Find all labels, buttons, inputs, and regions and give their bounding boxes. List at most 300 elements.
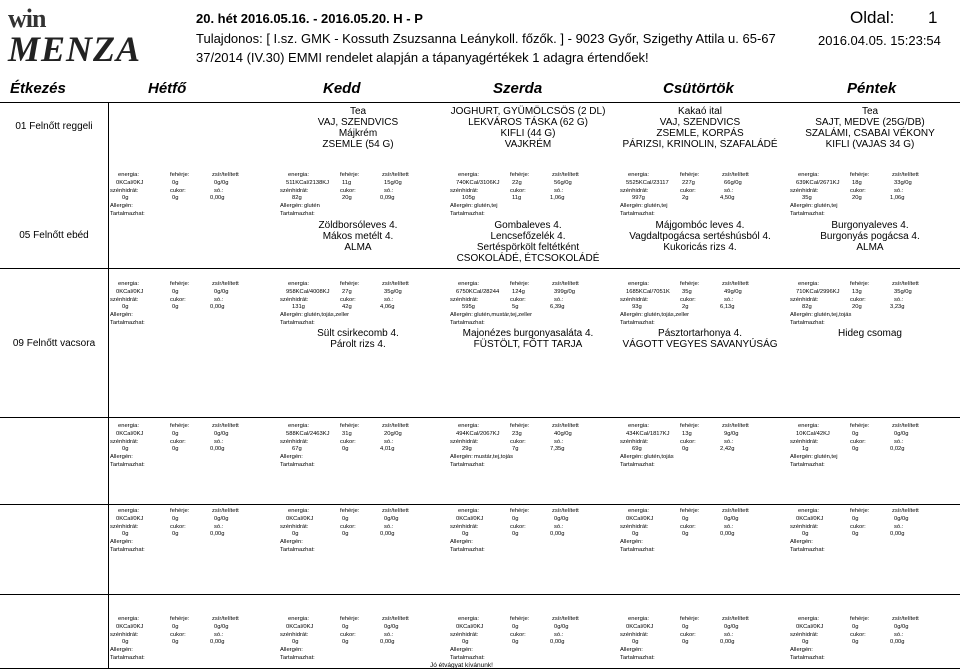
cukor-label: cukor: bbox=[340, 187, 356, 194]
dish-line: SZALÁMI, CSABAI VÉKONY bbox=[805, 128, 935, 139]
divider bbox=[0, 504, 960, 505]
allergen-label: Allergén: bbox=[450, 203, 473, 210]
cukor-label: cukor: bbox=[170, 296, 186, 303]
dish-line: Hideg csomag bbox=[838, 328, 902, 339]
feherje-label: fehérje: bbox=[680, 508, 700, 514]
zsir-value: 0g/0g bbox=[724, 623, 739, 630]
zsir-label: zsír/telített bbox=[722, 423, 749, 429]
zsir-value: 66g/0g bbox=[724, 179, 742, 186]
szenhidrat-label: szénhidrát: bbox=[110, 523, 139, 530]
so-value: 0,00g bbox=[210, 304, 225, 311]
szenhidrat-value: 82g bbox=[802, 304, 812, 311]
szenhidrat-label: szénhidrát: bbox=[790, 631, 819, 638]
tartalmazhat-label: Tartalmazhat: bbox=[450, 210, 485, 217]
tartalmazhat-label: Tartalmazhat: bbox=[450, 461, 485, 468]
zsir-label: zsír/telített bbox=[382, 508, 409, 514]
nutrition-block bbox=[790, 172, 958, 219]
so-label: só.: bbox=[554, 187, 564, 194]
cukor-value: 11g bbox=[512, 195, 522, 202]
allergen-label: Allergén: bbox=[790, 454, 813, 461]
feherje-value: 13g bbox=[852, 288, 862, 295]
feherje-label: fehérje: bbox=[340, 508, 360, 514]
szenhidrat-label: szénhidrát: bbox=[110, 438, 139, 445]
nutrition-block bbox=[450, 616, 618, 663]
dish-block bbox=[268, 328, 448, 350]
so-label: só.: bbox=[554, 631, 564, 638]
allergen-label: Allergén: bbox=[110, 312, 133, 319]
feherje-value: 0g bbox=[172, 179, 179, 186]
cukor-label: cukor: bbox=[680, 296, 696, 303]
nutrition-block bbox=[450, 508, 618, 555]
cukor-label: cukor: bbox=[680, 438, 696, 445]
zsir-label: zsír/telített bbox=[552, 281, 579, 287]
zsir-value: 56g/0g bbox=[554, 179, 572, 186]
so-value: 0,00g bbox=[890, 531, 905, 538]
szenhidrat-value: 0g bbox=[632, 639, 639, 646]
dish-line: JOGHURT, GYÜMÖLCSÖS (2 DL) bbox=[450, 106, 606, 117]
energia-value: 0KCal/0KJ bbox=[116, 623, 144, 630]
dish-line: Burgonyás pogácsa 4. bbox=[820, 231, 920, 242]
allergen-label: Allergén: bbox=[450, 539, 473, 546]
allergen-label: Allergén: bbox=[790, 647, 813, 654]
cukor-value: 20g bbox=[342, 195, 352, 202]
cukor-value: 0g bbox=[342, 446, 349, 453]
szenhidrat-value: 595g bbox=[462, 304, 475, 311]
so-label: só.: bbox=[214, 523, 224, 530]
szenhidrat-label: szénhidrát: bbox=[280, 438, 309, 445]
so-label: só.: bbox=[894, 523, 904, 530]
zsir-label: zsír/telített bbox=[212, 616, 239, 622]
feherje-value: 0g bbox=[682, 515, 689, 522]
allergen-label: Allergén: bbox=[450, 454, 473, 461]
energia-label: energia: bbox=[458, 616, 479, 622]
feherje-label: fehérje: bbox=[170, 172, 190, 178]
allergen-value: glutén,tojás,zeller bbox=[304, 312, 350, 319]
energia-label: energia: bbox=[288, 508, 309, 514]
energia-label: energia: bbox=[288, 423, 309, 429]
cukor-value: 2g bbox=[682, 304, 689, 311]
dish-line: Tea bbox=[861, 106, 879, 117]
dish-line: VAJKRÉM bbox=[504, 139, 552, 150]
so-value: 4,50g bbox=[720, 195, 735, 202]
so-value: 0,00g bbox=[550, 531, 565, 538]
allergen-label: Allergén: bbox=[620, 203, 643, 210]
cukor-value: 0g bbox=[512, 639, 519, 646]
nutrition-block bbox=[110, 172, 278, 219]
dish-block bbox=[780, 328, 960, 339]
allergen-label: Allergén: bbox=[110, 203, 133, 210]
energia-label: energia: bbox=[118, 616, 139, 622]
so-value: 6,39g bbox=[550, 304, 565, 311]
energia-value: 1685KCal/7051K bbox=[626, 288, 670, 295]
zsir-value: 0g/0g bbox=[214, 179, 229, 186]
footer-note: Jó étvágyat kívánunk! bbox=[430, 662, 493, 669]
tartalmazhat-label: Tartalmazhat: bbox=[450, 546, 485, 553]
allergen-value: glutén,tej bbox=[474, 203, 498, 210]
cukor-value: 0g bbox=[342, 639, 349, 646]
tartalmazhat-label: Tartalmazhat: bbox=[620, 654, 655, 661]
cukor-label: cukor: bbox=[680, 523, 696, 530]
column-header-day: Hétfő bbox=[148, 80, 187, 97]
energia-value: 0KCal/0KJ bbox=[286, 623, 314, 630]
energia-label: energia: bbox=[458, 281, 479, 287]
zsir-value: 40g/0g bbox=[554, 430, 572, 437]
so-value: 0,00g bbox=[210, 531, 225, 538]
owner-line: Tulajdonos: [ I.sz. GMK - Kossuth Zsuzsanna Leánykoll. főzők. ] - 9023 Győr, Szigethy Attila u. 65-67 bbox=[196, 31, 776, 46]
energia-value: 0KCal/0KJ bbox=[116, 179, 144, 186]
szenhidrat-label: szénhidrát: bbox=[620, 631, 649, 638]
energia-value: 10KCal/42KJ bbox=[796, 430, 830, 437]
nutrition-block bbox=[790, 616, 958, 663]
szenhidrat-value: 0g bbox=[462, 531, 469, 538]
cukor-value: 42g bbox=[342, 304, 352, 311]
szenhidrat-value: 67g bbox=[292, 446, 302, 453]
zsir-value: 20g/0g bbox=[384, 430, 402, 437]
zsir-value: 35g/0g bbox=[384, 288, 402, 295]
allergen-label: Allergén: bbox=[790, 203, 813, 210]
allergen-value: glutén bbox=[304, 203, 320, 210]
szenhidrat-label: szénhidrát: bbox=[450, 631, 479, 638]
row-label-breakfast: 01 Felnőtt reggeli bbox=[15, 121, 93, 132]
feherje-value: 0g bbox=[172, 430, 179, 437]
feherje-label: fehérje: bbox=[340, 423, 360, 429]
cukor-label: cukor: bbox=[510, 631, 526, 638]
allergen-value: glutén,tej bbox=[814, 454, 838, 461]
tartalmazhat-label: Tartalmazhat: bbox=[620, 461, 655, 468]
tartalmazhat-label: Tartalmazhat: bbox=[280, 654, 315, 661]
cukor-value: 0g bbox=[852, 639, 859, 646]
feherje-value: 227g bbox=[682, 179, 695, 186]
tartalmazhat-label: Tartalmazhat: bbox=[110, 654, 145, 661]
allergen-label: Allergén: bbox=[110, 539, 133, 546]
szenhidrat-label: szénhidrát: bbox=[280, 631, 309, 638]
szenhidrat-value: 69g bbox=[632, 446, 642, 453]
allergen-label: Allergén: bbox=[790, 539, 813, 546]
szenhidrat-value: 0g bbox=[122, 531, 129, 538]
feherje-label: fehérje: bbox=[510, 616, 530, 622]
szenhidrat-label: szénhidrát: bbox=[790, 296, 819, 303]
tartalmazhat-label: Tartalmazhat: bbox=[620, 319, 655, 326]
cukor-value: 7g bbox=[512, 446, 519, 453]
zsir-value: 0g/0g bbox=[214, 430, 229, 437]
allergen-label: Allergén: bbox=[620, 539, 643, 546]
szenhidrat-label: szénhidrát: bbox=[280, 296, 309, 303]
dish-line: KIFLI (VAJAS 34 G) bbox=[825, 139, 915, 150]
energia-label: energia: bbox=[458, 172, 479, 178]
zsir-value: 0g/0g bbox=[214, 623, 229, 630]
dish-line: ZSEMLE (54 G) bbox=[322, 139, 394, 150]
page-number: 1 bbox=[928, 8, 938, 27]
so-value: 0,00g bbox=[210, 639, 225, 646]
energia-label: energia: bbox=[628, 172, 649, 178]
so-label: só.: bbox=[384, 631, 394, 638]
so-value: 7,35g bbox=[550, 446, 565, 453]
feherje-label: fehérje: bbox=[340, 172, 360, 178]
column-header-meal: Étkezés bbox=[10, 80, 66, 97]
zsir-label: zsír/telített bbox=[892, 508, 919, 514]
feherje-label: fehérje: bbox=[170, 423, 190, 429]
dish-block bbox=[780, 220, 960, 253]
tartalmazhat-label: Tartalmazhat: bbox=[110, 319, 145, 326]
szenhidrat-label: szénhidrát: bbox=[620, 296, 649, 303]
szenhidrat-label: szénhidrát: bbox=[450, 523, 479, 530]
energia-label: energia: bbox=[458, 508, 479, 514]
dish-line: LEKVÁROS TÁSKA (62 G) bbox=[468, 117, 588, 128]
energia-value: 0KCal/0KJ bbox=[456, 623, 484, 630]
energia-value: 0KCal/0KJ bbox=[796, 623, 824, 630]
energia-label: energia: bbox=[798, 423, 819, 429]
energia-value: 740KCal/3106KJ bbox=[456, 179, 500, 186]
energia-value: 0KCal/0KJ bbox=[116, 430, 144, 437]
szenhidrat-value: 105g bbox=[462, 195, 475, 202]
dish-line: Kakaó ital bbox=[678, 106, 722, 117]
allergen-value: glutén,tej bbox=[814, 203, 838, 210]
dish-block bbox=[268, 106, 448, 150]
energia-label: energia: bbox=[118, 172, 139, 178]
dish-line: Burgonyaleves 4. bbox=[831, 220, 909, 231]
szenhidrat-label: szénhidrát: bbox=[620, 187, 649, 194]
so-label: só.: bbox=[724, 631, 734, 638]
so-label: só.: bbox=[214, 296, 224, 303]
dish-line: Mákos metélt 4. bbox=[322, 231, 394, 242]
column-header-day: Csütörtök bbox=[663, 80, 734, 97]
feherje-label: fehérje: bbox=[850, 172, 870, 178]
szenhidrat-value: 29g bbox=[462, 446, 472, 453]
nutrition-block bbox=[110, 508, 278, 555]
feherje-value: 0g bbox=[512, 623, 519, 630]
so-value: 1,06g bbox=[890, 195, 905, 202]
zsir-value: 33g/0g bbox=[894, 179, 912, 186]
feherje-label: fehérje: bbox=[340, 616, 360, 622]
dish-line: VAJ, SZENDVICS bbox=[317, 117, 399, 128]
dish-line: Májkrém bbox=[338, 128, 378, 139]
so-label: só.: bbox=[724, 296, 734, 303]
energia-label: energia: bbox=[798, 508, 819, 514]
szenhidrat-value: 997g bbox=[632, 195, 645, 202]
energia-label: energia: bbox=[798, 616, 819, 622]
nutrition-block bbox=[620, 423, 788, 470]
zsir-value: 0g/0g bbox=[894, 430, 909, 437]
tartalmazhat-label: Tartalmazhat: bbox=[280, 210, 315, 217]
so-label: só.: bbox=[894, 296, 904, 303]
dish-block bbox=[610, 106, 790, 150]
dish-block bbox=[438, 220, 618, 264]
szenhidrat-value: 0g bbox=[122, 446, 129, 453]
dish-line: Zöldborsóleves 4. bbox=[318, 220, 398, 231]
zsir-label: zsír/telített bbox=[892, 616, 919, 622]
cukor-label: cukor: bbox=[170, 523, 186, 530]
feherje-label: fehérje: bbox=[340, 281, 360, 287]
dish-line: VAJ, SZENDVICS bbox=[659, 117, 741, 128]
zsir-label: zsír/telített bbox=[212, 281, 239, 287]
nutrition-block bbox=[280, 508, 448, 555]
so-label: só.: bbox=[894, 438, 904, 445]
energia-value: 511KCal/2138KJ bbox=[286, 179, 330, 186]
cukor-value: 0g bbox=[682, 531, 689, 538]
energia-value: 0KCal/0KJ bbox=[116, 288, 144, 295]
zsir-label: zsír/telített bbox=[212, 172, 239, 178]
cukor-label: cukor: bbox=[850, 296, 866, 303]
allergen-label: Allergén: bbox=[280, 203, 303, 210]
zsir-value: 49g/0g bbox=[724, 288, 742, 295]
page-label: Oldal: bbox=[850, 8, 895, 27]
cukor-label: cukor: bbox=[680, 631, 696, 638]
energia-value: 0KCal/0KJ bbox=[626, 623, 654, 630]
so-value: 4,01g bbox=[380, 446, 395, 453]
print-timestamp: 2016.04.05. 15:23:54 bbox=[818, 33, 941, 48]
column-header-row bbox=[0, 80, 960, 102]
energia-label: energia: bbox=[118, 281, 139, 287]
cukor-value: 20g bbox=[852, 195, 862, 202]
zsir-value: 35g/0g bbox=[894, 288, 912, 295]
so-label: só.: bbox=[214, 187, 224, 194]
feherje-value: 0g bbox=[682, 623, 689, 630]
cukor-value: 0g bbox=[172, 531, 179, 538]
dish-line: Majonézes burgonyasaláta 4. bbox=[462, 328, 594, 339]
zsir-value: 0g/0g bbox=[214, 288, 229, 295]
so-label: só.: bbox=[214, 631, 224, 638]
so-label: só.: bbox=[724, 523, 734, 530]
allergen-label: Allergén: bbox=[450, 647, 473, 654]
nutrition-block bbox=[280, 423, 448, 470]
cukor-value: 0g bbox=[682, 446, 689, 453]
feherje-label: fehérje: bbox=[170, 281, 190, 287]
energia-value: 0KCal/0KJ bbox=[626, 515, 654, 522]
energia-value: 710KCal/2996KJ bbox=[796, 288, 840, 295]
so-value: 1,06g bbox=[550, 195, 565, 202]
energia-value: 0KCal/0KJ bbox=[286, 515, 314, 522]
feherje-value: 18g bbox=[852, 179, 862, 186]
szenhidrat-value: 35g bbox=[802, 195, 812, 202]
divider bbox=[108, 102, 109, 668]
dish-line: Párolt rizs 4. bbox=[330, 339, 386, 350]
so-label: só.: bbox=[554, 523, 564, 530]
nutrition-block bbox=[790, 508, 958, 555]
feherje-label: fehérje: bbox=[850, 616, 870, 622]
zsir-value: 0g/0g bbox=[554, 623, 569, 630]
feherje-value: 23g bbox=[512, 430, 522, 437]
so-value: 6,13g bbox=[720, 304, 735, 311]
allergen-label: Allergén: bbox=[280, 539, 303, 546]
nutrition-block bbox=[110, 616, 278, 663]
cukor-value: 0g bbox=[512, 531, 519, 538]
zsir-label: zsír/telített bbox=[722, 172, 749, 178]
zsir-label: zsír/telített bbox=[382, 616, 409, 622]
tartalmazhat-label: Tartalmazhat: bbox=[450, 319, 485, 326]
so-label: só.: bbox=[894, 631, 904, 638]
nutrition-block bbox=[620, 616, 788, 663]
cukor-label: cukor: bbox=[850, 523, 866, 530]
energia-label: energia: bbox=[288, 616, 309, 622]
divider bbox=[0, 594, 960, 595]
allergen-value: glutén,tojás bbox=[644, 454, 674, 461]
feherje-label: fehérje: bbox=[510, 281, 530, 287]
energia-label: energia: bbox=[458, 423, 479, 429]
so-value: 0,00g bbox=[380, 639, 395, 646]
szenhidrat-label: szénhidrát: bbox=[110, 187, 139, 194]
zsir-label: zsír/telített bbox=[892, 281, 919, 287]
zsir-value: 0g/0g bbox=[384, 623, 399, 630]
dish-line: Lencsefőzelék 4. bbox=[490, 231, 566, 242]
so-label: só.: bbox=[384, 523, 394, 530]
zsir-label: zsír/telített bbox=[722, 281, 749, 287]
so-value: 0,02g bbox=[890, 446, 905, 453]
allergen-value: mustár,tej,tojás bbox=[474, 454, 513, 461]
dish-line: ALMA bbox=[856, 242, 884, 253]
zsir-label: zsír/telített bbox=[382, 423, 409, 429]
energia-label: energia: bbox=[118, 508, 139, 514]
regulation-line: 37/2014 (IV.30) EMMI rendelet alapján a tápanyagértékek 1 adagra értendőek! bbox=[196, 50, 649, 65]
allergen-label: Allergén: bbox=[620, 647, 643, 654]
divider bbox=[0, 417, 960, 418]
szenhidrat-label: szénhidrát: bbox=[280, 523, 309, 530]
energia-label: energia: bbox=[628, 423, 649, 429]
cukor-value: 2g bbox=[682, 195, 689, 202]
zsir-label: zsír/telített bbox=[212, 508, 239, 514]
logo-win: win bbox=[8, 4, 46, 33]
szenhidrat-value: 0g bbox=[122, 304, 129, 311]
cukor-label: cukor: bbox=[850, 187, 866, 194]
so-label: só.: bbox=[554, 296, 564, 303]
dish-line: Sült csirkecomb 4. bbox=[317, 328, 399, 339]
dish-line: ALMA bbox=[344, 242, 372, 253]
cukor-label: cukor: bbox=[850, 438, 866, 445]
szenhidrat-label: szénhidrát: bbox=[450, 438, 479, 445]
nutrition-block bbox=[620, 281, 788, 328]
energia-value: 0KCal/0KJ bbox=[116, 515, 144, 522]
zsir-value: 399g/0g bbox=[554, 288, 575, 295]
dish-line: VÁGOTT VEGYES SAVANYÚSÁG bbox=[622, 339, 778, 350]
energia-value: 494KCal/2067KJ bbox=[456, 430, 500, 437]
dish-line: Vagdaltpogácsa sertéshúsból 4. bbox=[629, 231, 771, 242]
cukor-label: cukor: bbox=[340, 523, 356, 530]
tartalmazhat-label: Tartalmazhat: bbox=[790, 210, 825, 217]
zsir-label: zsír/telített bbox=[552, 508, 579, 514]
szenhidrat-label: szénhidrát: bbox=[110, 631, 139, 638]
logo-menza: MENZA bbox=[8, 29, 142, 69]
energia-value: 958KCal/4008KJ bbox=[286, 288, 330, 295]
dish-line: Gombaleves 4. bbox=[494, 220, 562, 231]
feherje-label: fehérje: bbox=[680, 423, 700, 429]
zsir-value: 0g/0g bbox=[384, 515, 399, 522]
feherje-label: fehérje: bbox=[680, 616, 700, 622]
so-label: só.: bbox=[554, 438, 564, 445]
nutrition-block bbox=[280, 172, 448, 219]
nutrition-block bbox=[620, 508, 788, 555]
szenhidrat-value: 0g bbox=[292, 531, 299, 538]
cukor-value: 0g bbox=[172, 446, 179, 453]
feherje-value: 0g bbox=[512, 515, 519, 522]
dish-line: ZSEMLE, KORPÁS bbox=[656, 128, 744, 139]
feherje-value: 11g bbox=[342, 179, 352, 186]
energia-value: 0KCal/0KJ bbox=[456, 515, 484, 522]
energia-value: 434KCal/1817KJ bbox=[626, 430, 670, 437]
cukor-label: cukor: bbox=[340, 438, 356, 445]
dish-line: KIFLI (44 G) bbox=[500, 128, 556, 139]
so-label: só.: bbox=[214, 438, 224, 445]
zsir-label: zsír/telített bbox=[552, 172, 579, 178]
zsir-value: 15g/0g bbox=[384, 179, 402, 186]
zsir-label: zsír/telített bbox=[382, 172, 409, 178]
so-value: 0,00g bbox=[720, 639, 735, 646]
row-label-dinner: 09 Felnőtt vacsora bbox=[12, 338, 96, 349]
cukor-value: 20g bbox=[852, 304, 862, 311]
tartalmazhat-label: Tartalmazhat: bbox=[110, 210, 145, 217]
nutrition-block bbox=[450, 423, 618, 470]
cukor-label: cukor: bbox=[510, 296, 526, 303]
energia-label: energia: bbox=[628, 616, 649, 622]
zsir-value: 0g/0g bbox=[894, 623, 909, 630]
